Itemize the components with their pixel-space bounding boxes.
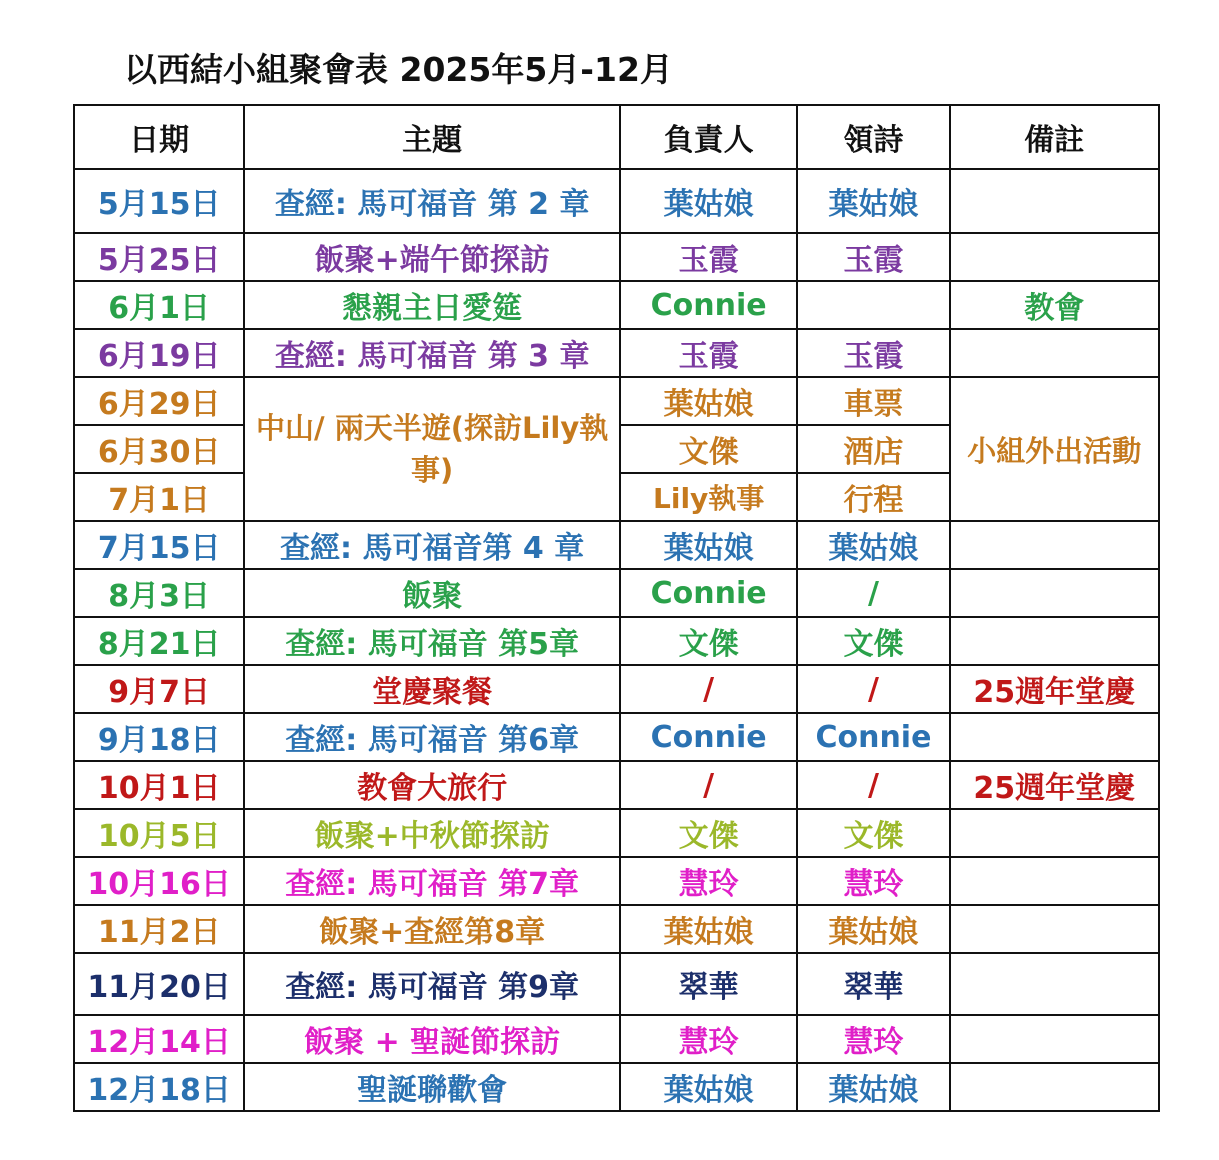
cell-leader: 玉霞 <box>620 329 797 377</box>
cell-topic: 堂慶聚餐 <box>244 665 620 713</box>
cell-topic: 中山/ 兩天半遊(探訪Lily執事) <box>244 377 620 521</box>
cell-notes: 小組外出活動 <box>950 377 1159 521</box>
cell-topic: 查經: 馬可福音 第 3 章 <box>244 329 620 377</box>
cell-notes: 25週年堂慶 <box>950 665 1159 713</box>
cell-worship: 行程 <box>797 473 949 521</box>
cell-leader: 玉霞 <box>620 233 797 281</box>
cell-topic: 飯聚 <box>244 569 620 617</box>
cell-worship: 慧玲 <box>797 1015 949 1063</box>
table-row <box>74 329 1159 377</box>
cell-notes <box>950 953 1159 1015</box>
cell-worship: 葉姑娘 <box>797 521 949 569</box>
header-notes: 備註 <box>950 105 1159 169</box>
cell-topic: 聖誕聯歡會 <box>244 1063 620 1111</box>
cell-notes <box>950 1015 1159 1063</box>
table-row <box>74 761 1159 809</box>
cell-date: 5月25日 <box>74 233 244 281</box>
cell-date: 6月19日 <box>74 329 244 377</box>
cell-notes <box>950 1063 1159 1111</box>
cell-notes <box>950 809 1159 857</box>
cell-worship: 酒店 <box>797 425 949 473</box>
cell-worship: 玉霞 <box>797 233 949 281</box>
cell-leader: 文傑 <box>620 809 797 857</box>
cell-date: 7月15日 <box>74 521 244 569</box>
cell-worship: 車票 <box>797 377 949 425</box>
cell-notes <box>950 857 1159 905</box>
header-worship: 領詩 <box>797 105 949 169</box>
cell-date: 10月16日 <box>74 857 244 905</box>
table-row <box>74 713 1159 761</box>
cell-worship: Connie <box>797 713 949 761</box>
cell-leader: 葉姑娘 <box>620 521 797 569</box>
table-row <box>74 665 1159 713</box>
table-row <box>74 857 1159 905</box>
cell-topic: 飯聚+端午節探訪 <box>244 233 620 281</box>
table-row <box>74 953 1159 1015</box>
cell-leader: / <box>620 761 797 809</box>
cell-leader: Connie <box>620 569 797 617</box>
cell-leader: 葉姑娘 <box>620 169 797 233</box>
cell-date: 5月15日 <box>74 169 244 233</box>
table-row <box>74 1015 1159 1063</box>
table-row <box>74 809 1159 857</box>
cell-date: 7月1日 <box>74 473 244 521</box>
cell-worship: / <box>797 761 949 809</box>
cell-date: 8月21日 <box>74 617 244 665</box>
cell-date: 6月1日 <box>74 281 244 329</box>
cell-leader: 文傑 <box>620 425 797 473</box>
table-row <box>74 169 1159 233</box>
table-row <box>74 905 1159 953</box>
cell-topic: 查經: 馬可福音第 4 章 <box>244 521 620 569</box>
cell-notes: 25週年堂慶 <box>950 761 1159 809</box>
cell-topic: 飯聚 + 聖誕節探訪 <box>244 1015 620 1063</box>
cell-topic: 教會大旅行 <box>244 761 620 809</box>
cell-worship: 文傑 <box>797 617 949 665</box>
cell-notes <box>950 233 1159 281</box>
cell-worship: 慧玲 <box>797 857 949 905</box>
cell-worship: 翠華 <box>797 953 949 1015</box>
cell-date: 12月18日 <box>74 1063 244 1111</box>
table-row <box>74 377 1159 425</box>
cell-date: 9月18日 <box>74 713 244 761</box>
header-row <box>74 105 1159 169</box>
cell-topic: 查經: 馬可福音 第5章 <box>244 617 620 665</box>
cell-date: 12月14日 <box>74 1015 244 1063</box>
header-date: 日期 <box>74 105 244 169</box>
cell-date: 10月5日 <box>74 809 244 857</box>
cell-date: 11月2日 <box>74 905 244 953</box>
cell-leader: / <box>620 665 797 713</box>
cell-notes: 教會 <box>950 281 1159 329</box>
cell-leader: 葉姑娘 <box>620 1063 797 1111</box>
cell-notes <box>950 569 1159 617</box>
cell-worship: 葉姑娘 <box>797 1063 949 1111</box>
cell-leader: 翠華 <box>620 953 797 1015</box>
cell-leader: 葉姑娘 <box>620 377 797 425</box>
table-row <box>74 569 1159 617</box>
cell-date: 11月20日 <box>74 953 244 1015</box>
cell-topic: 飯聚+中秋節探訪 <box>244 809 620 857</box>
header-leader: 負責人 <box>620 105 797 169</box>
cell-worship: 文傑 <box>797 809 949 857</box>
cell-topic: 查經: 馬可福音 第6章 <box>244 713 620 761</box>
cell-leader: Lily執事 <box>620 473 797 521</box>
page-title: 以西結小組聚會表 2025年5月-12月 <box>124 50 673 89</box>
schedule-table <box>73 104 1160 1112</box>
cell-date: 6月30日 <box>74 425 244 473</box>
table-row <box>74 1063 1159 1111</box>
cell-notes <box>950 905 1159 953</box>
cell-notes <box>950 169 1159 233</box>
header-topic: 主題 <box>244 105 620 169</box>
cell-topic: 飯聚+查經第8章 <box>244 905 620 953</box>
cell-leader: Connie <box>620 713 797 761</box>
cell-worship: / <box>797 665 949 713</box>
cell-worship <box>797 281 949 329</box>
cell-worship: / <box>797 569 949 617</box>
cell-notes <box>950 329 1159 377</box>
cell-worship: 葉姑娘 <box>797 905 949 953</box>
cell-topic: 懇親主日愛筵 <box>244 281 620 329</box>
table-row <box>74 617 1159 665</box>
cell-date: 6月29日 <box>74 377 244 425</box>
cell-leader: 慧玲 <box>620 857 797 905</box>
cell-topic: 查經: 馬可福音 第 2 章 <box>244 169 620 233</box>
table-row <box>74 521 1159 569</box>
cell-notes <box>950 521 1159 569</box>
cell-date: 8月3日 <box>74 569 244 617</box>
cell-worship: 玉霞 <box>797 329 949 377</box>
cell-topic: 查經: 馬可福音 第7章 <box>244 857 620 905</box>
cell-notes <box>950 617 1159 665</box>
cell-topic: 查經: 馬可福音 第9章 <box>244 953 620 1015</box>
cell-leader: Connie <box>620 281 797 329</box>
cell-leader: 慧玲 <box>620 1015 797 1063</box>
cell-leader: 葉姑娘 <box>620 905 797 953</box>
cell-notes <box>950 713 1159 761</box>
cell-date: 10月1日 <box>74 761 244 809</box>
table-row <box>74 281 1159 329</box>
cell-worship: 葉姑娘 <box>797 169 949 233</box>
cell-leader: 文傑 <box>620 617 797 665</box>
table-row <box>74 233 1159 281</box>
cell-date: 9月7日 <box>74 665 244 713</box>
